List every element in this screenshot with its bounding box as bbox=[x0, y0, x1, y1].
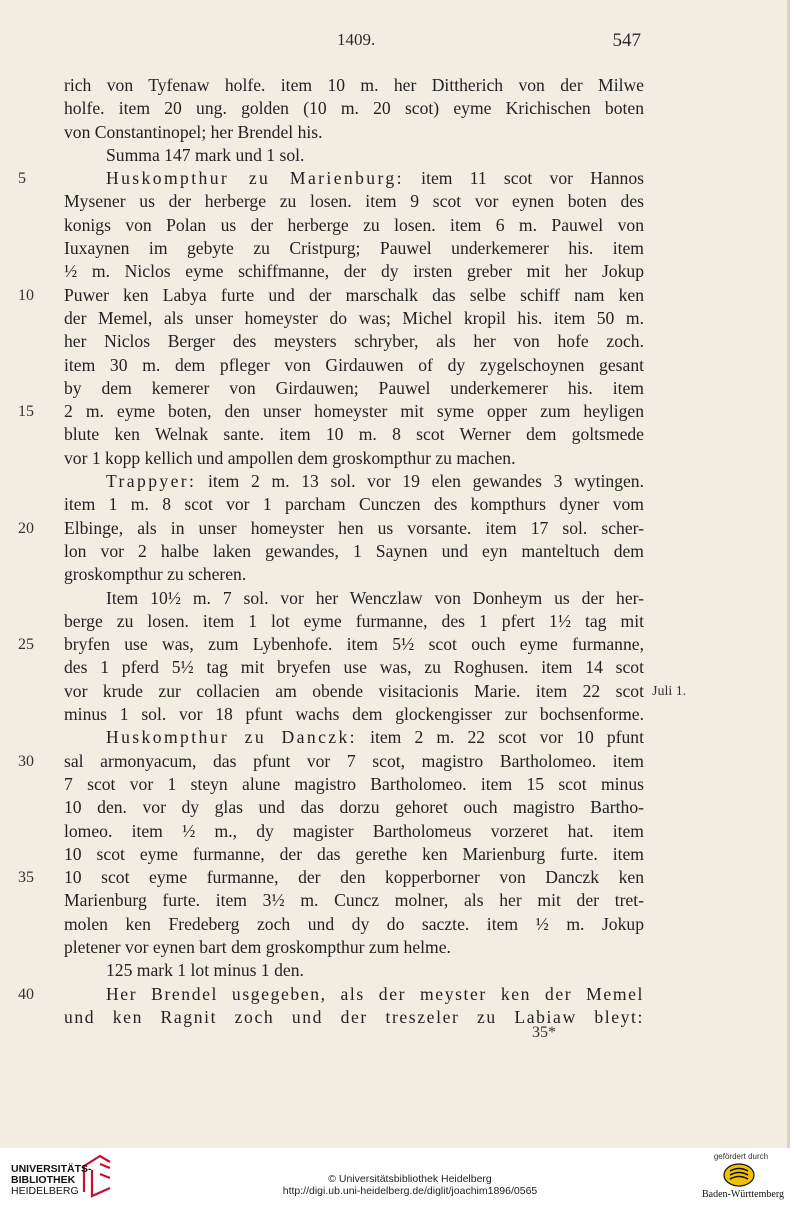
spaced-heading: Her Brendel usgegeben, als der meyster ken der Memel bbox=[106, 983, 644, 1004]
text-line bbox=[64, 936, 644, 959]
text-line bbox=[18, 517, 644, 540]
line-text: ½ m. Niclos eyme schiffmanne, der dy irsten greber mit her Jokup bbox=[64, 261, 644, 282]
line-text: item 11 scot vor Hannos bbox=[403, 168, 644, 189]
line-text: blute ken Welnak sante. item 10 m. 8 scot Werner dem goltsmede bbox=[64, 424, 644, 445]
line-text: bryfen use was, zum Lybenhofe. item 5½ scot ouch eyme furmanne, bbox=[64, 634, 644, 655]
line-text: 10 den. vor dy glas und das dorzu gehoret ouch magistro Bartho- bbox=[64, 797, 644, 818]
line-number: 10 bbox=[18, 286, 34, 304]
text-line bbox=[64, 377, 644, 400]
text-line bbox=[64, 843, 644, 866]
line-text: Marienburg furte. item 3½ m. Cuncz molner, als her mit der tret- bbox=[64, 890, 644, 911]
line-text: vor 1 kopp kellich und ampollen dem groskompthur zu machen. bbox=[64, 447, 516, 468]
line-text: vor krude zur collacien am obende visitacionis Marie. item 22 scot bbox=[64, 680, 644, 701]
text-line bbox=[18, 633, 644, 656]
text-line bbox=[18, 284, 644, 307]
line-text: her Niclos Berger des meysters schryber, als her von hofe zoch. bbox=[64, 331, 644, 352]
line-number: 40 bbox=[18, 985, 34, 1003]
line-text: sal armonyacum, das pfunt vor 7 scot, magistro Bartholomeo. item bbox=[64, 750, 644, 771]
text-line bbox=[64, 889, 644, 912]
line-text: 7 scot vor 1 steyn alune magistro Bartholomeo. item 15 scot minus bbox=[64, 773, 644, 794]
page-number: 547 bbox=[612, 30, 641, 51]
spaced-heading: Huskompthur zu Marienburg: bbox=[106, 168, 404, 189]
line-text: rich von Tyfenaw holfe. item 10 m. her Dittherich von der Milwe bbox=[64, 75, 644, 95]
text-line bbox=[18, 750, 644, 773]
text-line bbox=[64, 74, 644, 97]
text-line bbox=[64, 796, 644, 819]
text-line bbox=[64, 587, 644, 610]
line-text: Item 10½ m. 7 sol. vor her Wenczlaw von Donheym us der her- bbox=[106, 587, 644, 608]
text-line bbox=[64, 260, 644, 283]
line-text: Elbinge, als in unser homeyster hen us vorsante. item 17 sol. scher- bbox=[64, 517, 644, 538]
text-line bbox=[64, 330, 644, 353]
university-name-line2: BIBLIOTHEK bbox=[11, 1174, 76, 1186]
text-line bbox=[64, 773, 644, 796]
spaced-heading: Trappyer: bbox=[106, 471, 197, 492]
text-line bbox=[64, 190, 644, 213]
text-line bbox=[64, 447, 644, 470]
text-line bbox=[64, 703, 644, 726]
line-text: item 30 m. dem pfleger von Girdauwen of dy zygelschoynen gesant bbox=[64, 354, 644, 375]
text-line bbox=[18, 167, 644, 190]
text-line bbox=[64, 493, 644, 516]
university-name-line3: HEIDELBERG bbox=[11, 1185, 79, 1197]
copyright-text: © Universitätsbibliothek Heidelberg bbox=[328, 1173, 492, 1185]
line-text: 10 scot eyme furmanne, der das gerethe ken Marienburg furte. item bbox=[64, 843, 644, 864]
text-line bbox=[64, 97, 644, 120]
text-line bbox=[64, 121, 644, 144]
line-text: 10 scot eyme furmanne, der den kopperborner von Danczk ken bbox=[64, 867, 644, 888]
line-text: der Memel, als unser homeyster do was; Michel kropil his. item 50 m. bbox=[64, 307, 644, 328]
line-number: 35 bbox=[18, 869, 34, 887]
line-number: 15 bbox=[18, 403, 34, 421]
text-line bbox=[18, 983, 644, 1006]
line-text: minus 1 sol. vor 18 pfunt wachs dem glockengisser zur bochsenforme. bbox=[64, 704, 644, 725]
text-line bbox=[64, 144, 644, 167]
spaced-heading: Huskompthur zu Danczk: bbox=[106, 727, 357, 748]
line-text: item 2 m. 13 sol. vor 19 elen gewandes 3 wytingen. bbox=[196, 471, 644, 492]
text-line bbox=[64, 1006, 644, 1029]
line-text: berge zu losen. item 1 lot eyme furmanne, des 1 pfert 1½ tag mit bbox=[64, 610, 644, 631]
line-text: Mysener us der herberge zu losen. item 9 scot vor eynen boten des bbox=[64, 191, 644, 212]
line-number: 20 bbox=[18, 519, 34, 537]
line-text: pletener vor eynen bart dem groskompthur zum helme. bbox=[64, 936, 451, 957]
text-line bbox=[18, 866, 644, 889]
line-text: 2 m. eyme boten, den unser homeyster mit syme opper zum heyligen bbox=[64, 401, 644, 422]
line-text: von Constantinopel; her Brendel his. bbox=[64, 121, 323, 142]
spaced-heading: und ken Ragnit zoch und der treszeler zu Labiaw bleyt: bbox=[64, 1006, 644, 1027]
text-line bbox=[64, 214, 644, 237]
line-text: item 2 m. 22 scot vor 10 pfunt bbox=[356, 727, 644, 748]
copyright-block bbox=[230, 1173, 590, 1197]
page-header bbox=[0, 30, 787, 50]
text-line bbox=[64, 423, 644, 446]
line-text: Summa 147 mark und 1 sol. bbox=[106, 144, 305, 165]
line-text: by dem kemerer von Girdauwen; Pauwel underkemerer his. item bbox=[64, 377, 644, 398]
permalink[interactable]: http://digi.ub.uni-heidelberg.de/diglit/joachim1896/0565 bbox=[282, 1185, 538, 1197]
line-text: Puwer ken Labya furte und der marschalk das selbe schiff nam ken bbox=[64, 284, 644, 305]
text-line bbox=[64, 540, 644, 563]
text-line bbox=[64, 959, 644, 982]
body-text bbox=[18, 74, 687, 1029]
line-text: lomeo. item ½ m., dy magister Bartholomeus vorzeret hat. item bbox=[64, 820, 644, 841]
line-text: molen ken Fredeberg zoch und dy do saczte. item ½ m. Jokup bbox=[64, 913, 644, 934]
line-text: lon vor 2 halbe laken gewandes, 1 Saynen und eyn manteltuch dem bbox=[64, 540, 644, 561]
text-line bbox=[64, 913, 644, 936]
line-text: Iuxaynen im gebyte zu Cristpurg; Pauwel underkemerer his. item bbox=[64, 238, 644, 259]
margin-date: Juli 1. bbox=[652, 683, 687, 699]
line-text: holfe. item 20 ung. golden (10 m. 20 scot) eyme Krichischen boten bbox=[64, 98, 644, 119]
text-line bbox=[64, 610, 644, 633]
text-line bbox=[64, 237, 644, 260]
signature-mark: 35* bbox=[532, 1024, 556, 1041]
line-text: groskompthur zu scheren. bbox=[64, 564, 247, 585]
university-name bbox=[11, 1164, 92, 1197]
university-name-line1: UNIVERSITÄTS- bbox=[11, 1163, 92, 1175]
text-line bbox=[64, 820, 644, 843]
line-text: konigs von Polan us der herberge zu losen. item 6 m. Pauwel von bbox=[64, 214, 644, 235]
text-line bbox=[18, 400, 644, 423]
line-text: 125 mark 1 lot minus 1 den. bbox=[106, 960, 304, 981]
line-text: item 1 m. 8 scot vor 1 parcham Cunczen des kompthurs dyner vom bbox=[64, 494, 644, 515]
line-number: 25 bbox=[18, 636, 34, 654]
text-line bbox=[64, 656, 644, 679]
text-line bbox=[64, 354, 644, 377]
text-line bbox=[64, 563, 644, 586]
text-line bbox=[64, 307, 644, 330]
text-line bbox=[64, 726, 644, 749]
line-number: 30 bbox=[18, 752, 34, 770]
text-line bbox=[64, 470, 644, 493]
page-year: 1409. bbox=[337, 30, 376, 49]
text-line bbox=[64, 680, 687, 703]
sponsor-name: Baden-Württemberg bbox=[701, 1189, 784, 1200]
line-number: 5 bbox=[18, 170, 26, 188]
sponsor-label: gefördert durch bbox=[713, 1152, 769, 1161]
line-text: des 1 pferd 5½ tag mit bryefen use was, zu Roghusen. item 14 scot bbox=[64, 657, 644, 678]
state-crest-icon bbox=[722, 1162, 756, 1188]
